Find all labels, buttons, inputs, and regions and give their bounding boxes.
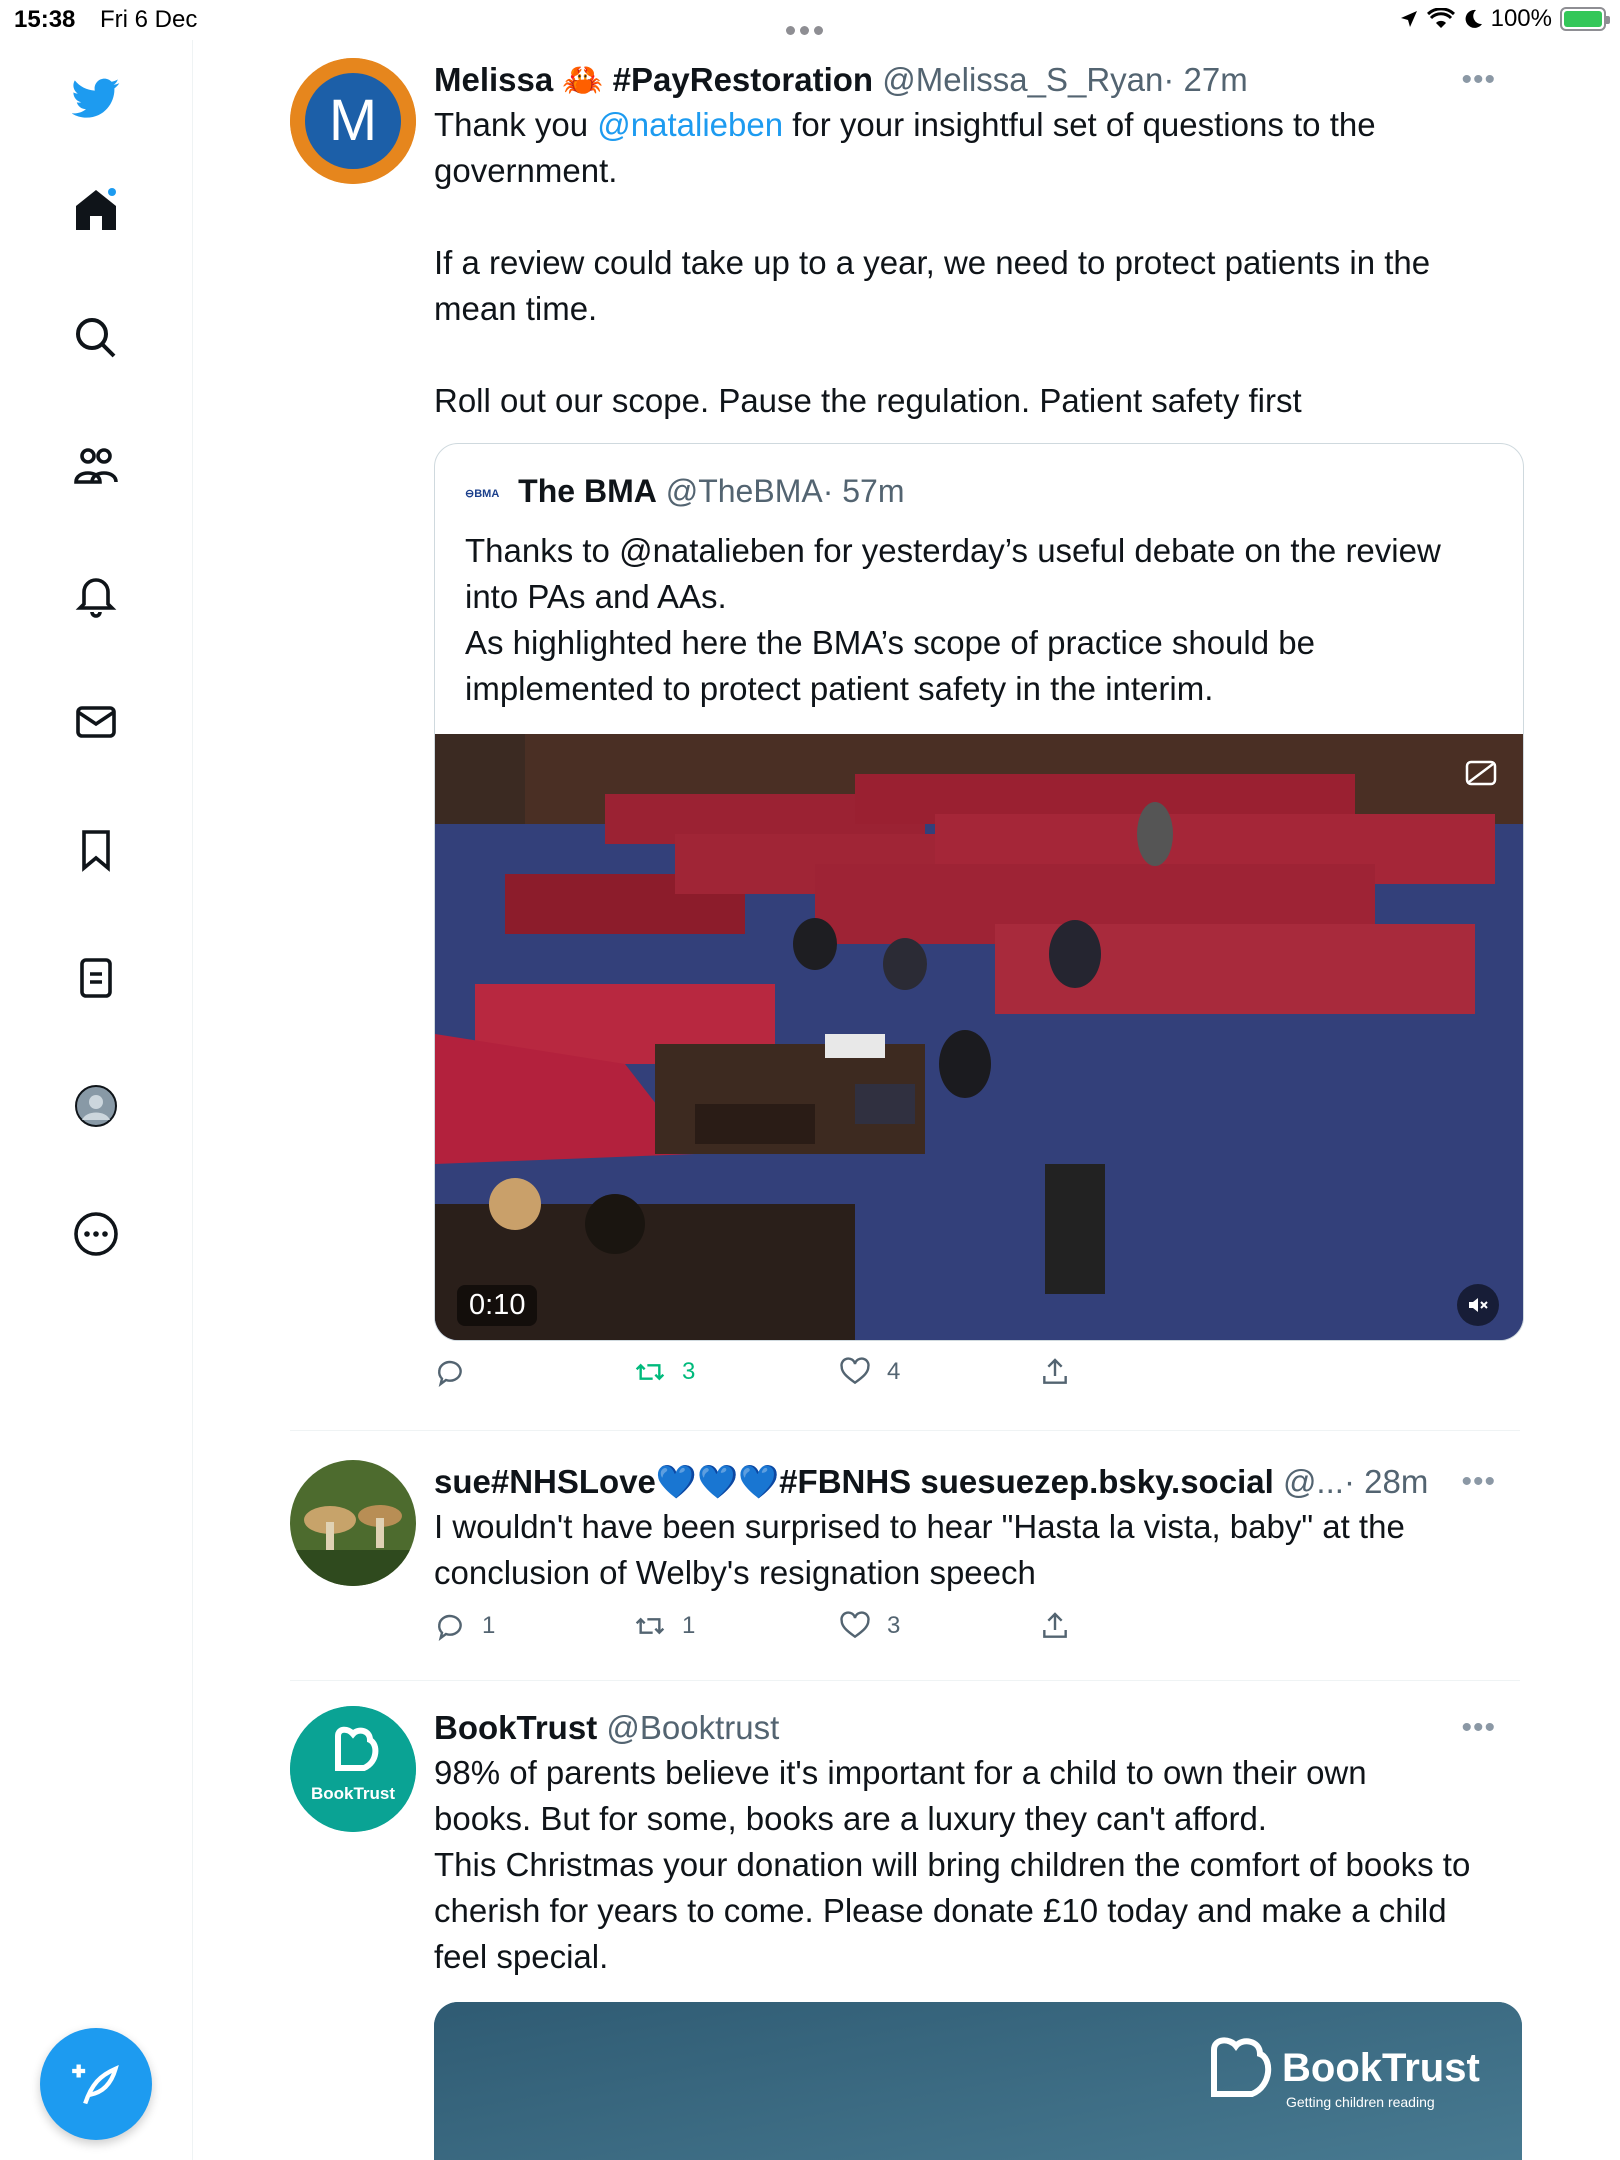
like-count: 4 [887, 1358, 901, 1385]
tweet-actions [434, 1610, 1520, 1660]
author-name[interactable]: sue#NHSLove💙💙💙#FBNHS suesuezep.bsky.social [434, 1463, 1274, 1500]
author-handle[interactable]: @Melissa_S_Ryan [882, 61, 1164, 98]
booktrust-avatar-label: BookTrust [310, 1784, 396, 1803]
status-bar [0, 0, 1620, 40]
wifi-icon [1427, 8, 1455, 30]
compose-tweet-button[interactable] [40, 2028, 152, 2140]
share-button[interactable] [1039, 1610, 1071, 1642]
captions-icon[interactable] [1465, 760, 1497, 786]
like-count: 3 [887, 1612, 901, 1639]
promo-tagline: Getting children reading [1286, 2094, 1435, 2110]
reply-button[interactable] [434, 1356, 482, 1388]
profile-icon[interactable] [64, 1074, 128, 1138]
bma-logo: ⊖BMA [465, 487, 500, 500]
svg-text:M: M [328, 88, 378, 153]
tweet-actions [434, 1356, 1520, 1406]
notifications-icon[interactable] [64, 562, 128, 626]
promo-image[interactable] [434, 2002, 1522, 2160]
avatar-booktrust[interactable] [290, 1706, 416, 1832]
tweet-time: · 27m [1163, 61, 1248, 98]
more-icon[interactable] [64, 1202, 128, 1266]
video-timestamp: 0:10 [457, 1285, 537, 1326]
author-name[interactable]: BookTrust [434, 1709, 598, 1746]
compose-feather-icon [70, 2058, 122, 2110]
multitasking-dots[interactable] [786, 14, 828, 42]
retweet-button[interactable] [634, 1610, 695, 1642]
communities-icon[interactable] [64, 434, 128, 498]
retweet-icon [634, 1610, 666, 1642]
like-button[interactable] [839, 1610, 900, 1642]
reply-icon [434, 1356, 466, 1388]
status-right [1399, 5, 1606, 33]
avatar-melissa[interactable] [290, 58, 416, 184]
moon-icon [1463, 8, 1483, 30]
like-button[interactable] [839, 1356, 900, 1388]
lists-icon[interactable] [64, 946, 128, 1010]
tweet-text-part: for your insightful set of questions to the government. If a review could take up to a year, we need to protect patients in the mean time. Roll out our scope. Pause the regulation. Patient safety first [434, 106, 1431, 419]
twitter-logo-icon[interactable] [64, 66, 128, 130]
battery-icon [1560, 7, 1606, 31]
quoted-tweet[interactable] [434, 443, 1524, 1341]
retweet-count: 3 [682, 1358, 696, 1385]
divider [290, 1430, 1520, 1431]
search-icon[interactable] [64, 306, 128, 370]
quoted-author-name[interactable]: The BMA [518, 473, 657, 509]
location-icon [1399, 9, 1419, 29]
video-thumbnail [435, 734, 1523, 1340]
battery-percent: 100% [1490, 5, 1552, 32]
status-date: Fri 6 Dec [100, 6, 198, 33]
sidebar [0, 40, 193, 2160]
more-options-icon[interactable]: ••• [1461, 63, 1496, 96]
quoted-tweet-time: · 57m [822, 473, 905, 509]
promo-brand: BookTrust [1282, 2046, 1480, 2090]
share-icon [1039, 1610, 1071, 1642]
tweet-text: I wouldn't have been surprised to hear "Hasta la vista, baby" at the conclusion of Welby's resignation speech [434, 1508, 1405, 1591]
quoted-tweet-text: Thanks to @natalieben for yesterday’s useful debate on the review into PAs and AAs. As highlighted here the BMA’s scope of practice should be implemented to protect patient safety in the interim. [465, 532, 1441, 707]
heart-icon [839, 1610, 871, 1642]
author-handle[interactable]: @Booktrust [606, 1709, 780, 1746]
melissa-avatar-image [290, 58, 416, 184]
reply-button[interactable] [434, 1610, 495, 1642]
mention-link[interactable]: @natalieben [597, 106, 784, 143]
quoted-author-handle[interactable]: @TheBMA [665, 473, 823, 509]
status-time: 15:38 [14, 6, 76, 33]
tweet-text-part: Thank you [434, 106, 598, 143]
home-icon[interactable] [64, 178, 128, 242]
retweet-icon [634, 1356, 666, 1388]
divider [290, 1680, 1520, 1681]
more-options-icon[interactable]: ••• [1461, 1465, 1496, 1498]
author-handle[interactable]: @... [1282, 1463, 1344, 1500]
tweet-sue[interactable] [290, 1460, 1520, 1660]
tweet-booktrust[interactable] [290, 1706, 1520, 2160]
reply-count: 1 [482, 1612, 496, 1639]
retweet-count: 1 [682, 1612, 696, 1639]
more-options-icon[interactable]: ••• [1461, 1711, 1496, 1744]
share-button[interactable] [1039, 1356, 1071, 1388]
author-name[interactable]: Melissa 🦀 #PayRestoration [434, 61, 874, 98]
mute-icon[interactable] [1457, 1284, 1499, 1326]
tweet-text [434, 102, 1520, 424]
avatar-sue[interactable] [290, 1460, 416, 1586]
tweet-time: · 28m [1343, 1463, 1429, 1500]
retweet-button[interactable] [634, 1356, 695, 1388]
sue-avatar-image [290, 1460, 416, 1586]
video-player[interactable] [435, 734, 1523, 1340]
tweet-melissa[interactable] [290, 58, 1520, 1398]
bookmarks-icon[interactable] [64, 818, 128, 882]
messages-icon[interactable] [64, 690, 128, 754]
reply-icon [434, 1610, 466, 1642]
tweet-text: 98% of parents believe it's important for a child to own their own books. But for some, books are a luxury they can't afford. This Christmas your donation will bring children the comfort of books to cherish for years to come. Please donate £10 today and make a child feel special. [434, 1754, 1471, 1975]
share-icon [1039, 1356, 1071, 1388]
booktrust-avatar-image [290, 1706, 416, 1832]
heart-icon [839, 1356, 871, 1388]
